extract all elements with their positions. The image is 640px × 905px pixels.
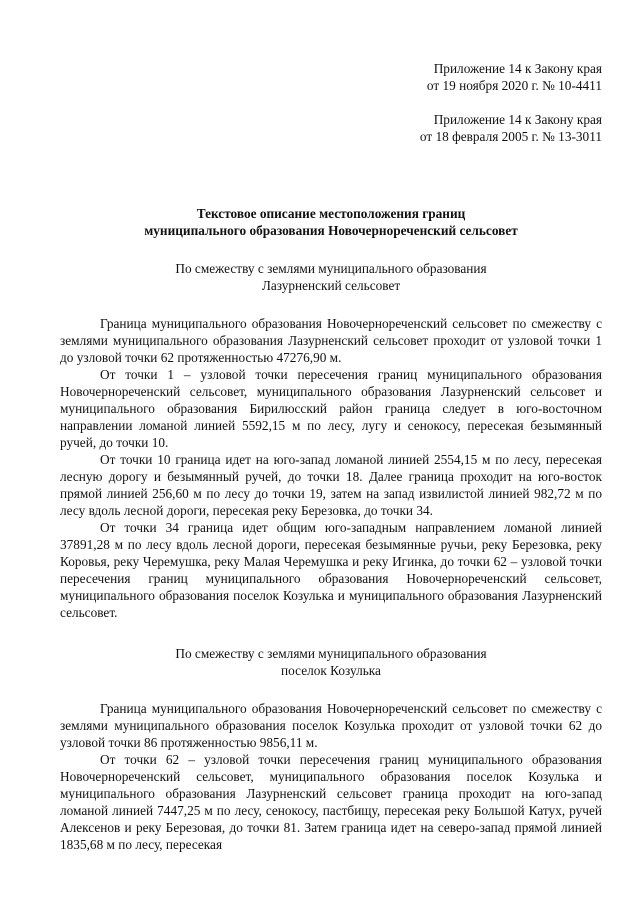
section-lazurnensky bbox=[60, 260, 602, 621]
document-title bbox=[60, 205, 602, 239]
appendix-note-1 bbox=[60, 60, 602, 94]
section-1-paragraph-4: От точки 34 граница идет общим юго-западным направлением ломаной линией 37891,28 м по лесу вдоль лесной дороги, пересекая безымянные ручьи, реку Березовка, реку Коровья, реку Черемушка, реку Малая Черемушка и реку Игинка, до точки 62 – узловой точки пересечения границ муниципального образования Новочернореченский сельсовет, муниципального образования поселок Козулька и муниципального образования Лазурненский сельсовет. bbox=[60, 520, 602, 620]
section-1-heading-line-1: По смежеству с землями муниципального образования bbox=[175, 261, 487, 276]
section-2-heading-line-2: поселок Козулька bbox=[281, 663, 381, 678]
section-1-paragraph-2: От точки 1 – узловой точки пересечения границ муниципального образования Новочернореченский сельсовет, муниципального образования Лазурненский сельсовет и муниципального образования Бирилюсский район граница следует в юго-восточном направлении ломаной линией 5592,15 м по лесу, лугу и сенокосу, пересекая безымянный ручей, до точки 10. bbox=[60, 367, 602, 450]
section-1-paragraph-3: От точки 10 граница идет на юго-запад ломаной линией 2554,15 м по лесу, пересекая лесную дорогу и безымянный ручей, до точки 18. Далее граница проходит на юго-восток прямой линией 256,60 м по лесу до точки 19, затем на запад извилистой линией 982,72 м по лесу вдоль лесной дороги, пересекая реку Березовка, до точки 34. bbox=[60, 452, 602, 518]
appendix-2-line-1: Приложение 14 к Закону края bbox=[433, 112, 602, 127]
appendix-1-line-1: Приложение 14 к Закону края bbox=[433, 61, 602, 76]
document-page bbox=[60, 60, 602, 853]
section-kozulka bbox=[60, 645, 602, 853]
section-2-paragraph-2: От точки 62 – узловой точки пересечения границ муниципального образования Новочернореченский сельсовет, муниципального образования поселок Козулька и муниципального образования Лазурненский сельсовет граница проходит на юго-запад ломаной линией 7447,25 м по лесу, сенокосу, пастбищу, пересекая реку Большой Катух, ручей Алексенов и реку Березовая, до точки 81. Затем граница идет на северо-запад прямой линией 1835,68 м по лесу, пересекая bbox=[60, 752, 602, 852]
section-1-paragraph-1: Граница муниципального образования Новочернореченский сельсовет по смежеству с землями муниципального образования Лазурненский сельсовет проходит от узловой точки 1 до узловой точки 62 протяженностью 47276,90 м. bbox=[60, 316, 602, 365]
section-1-heading-line-2: Лазурненский сельсовет bbox=[261, 278, 401, 293]
title-line-1: Текстовое описание местоположения границ bbox=[196, 206, 466, 221]
appendix-1-line-2: от 19 ноября 2020 г. № 10-4411 bbox=[426, 78, 602, 93]
section-2-paragraph-1: Граница муниципального образования Новочернореченский сельсовет по смежеству с землями муниципального образования поселок Козулька проходит от узловой точки 62 до узловой точки 86 протяженностью 9856,11 м. bbox=[60, 701, 602, 750]
appendix-note-2 bbox=[60, 111, 602, 145]
title-line-2: муниципального образования Новочернореченский сельсовет bbox=[144, 223, 518, 238]
section-2-heading-line-1: По смежеству с землями муниципального образования bbox=[175, 646, 487, 661]
appendix-2-line-2: от 18 февраля 2005 г. № 13-3011 bbox=[419, 129, 602, 144]
